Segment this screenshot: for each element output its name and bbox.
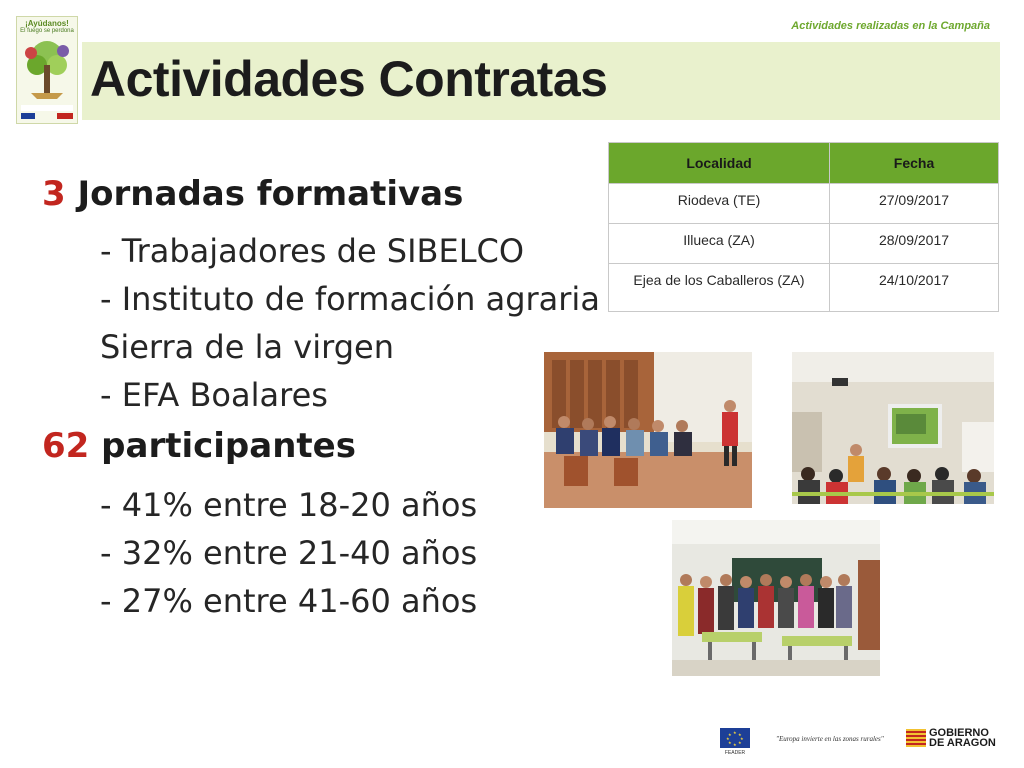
age-item: - 41% entre 18-20 años [100, 486, 478, 524]
cell-fecha: 27/09/2017 [830, 184, 999, 224]
photo-training-session-2 [792, 352, 994, 504]
age-item: - 32% entre 21-40 años [100, 534, 478, 572]
cell-fecha: 24/10/2017 [830, 264, 999, 312]
europa-slogan: "Europa invierte en las zonas rurales" [776, 735, 884, 743]
tree-icon [17, 35, 77, 123]
participantes-number: 62 [42, 426, 90, 466]
list-item: - EFA Boalares [100, 376, 328, 414]
gobierno-aragon-logo [929, 728, 996, 748]
column-header-localidad: Localidad [609, 143, 830, 184]
column-header-fecha: Fecha [830, 143, 999, 184]
table-row [609, 184, 999, 224]
logo-subtitle: El fuego se perdona [20, 28, 74, 34]
gobierno-line1: GOBIERNO [929, 727, 989, 739]
photo-training-session-1 [544, 352, 752, 508]
list-item: - Trabajadores de SIBELCO [100, 232, 525, 270]
table-row [609, 224, 999, 264]
feader-label: FEADER [724, 750, 746, 756]
gobierno-line2: DE ARAGON [929, 737, 996, 749]
logo-title: ¡Ayúdanos! [25, 19, 69, 28]
jornadas-heading [42, 174, 463, 214]
sessions-table [608, 142, 999, 312]
cell-fecha: 28/09/2017 [830, 224, 999, 264]
campaign-logo [16, 16, 78, 124]
list-item: - Instituto de formación agraria [100, 280, 600, 318]
table-row [609, 264, 999, 312]
participantes-label: participantes [101, 426, 356, 466]
jornadas-number: 3 [42, 174, 66, 214]
header-caption: Actividades realizadas en la Campaña [791, 20, 990, 32]
jornadas-label: Jornadas formativas [77, 174, 464, 214]
eu-flag-icon: ★ ★ ★ ★ ★ ★ ★ ★ [720, 728, 750, 748]
gobierno-aragon-icon [906, 729, 926, 747]
photo-group [672, 520, 880, 676]
cell-localidad: Ejea de los Caballeros (ZA) [609, 264, 830, 312]
cell-localidad: Riodeva (TE) [609, 184, 830, 224]
participantes-heading [42, 426, 356, 466]
slide-title: Actividades Contratas [90, 51, 608, 107]
list-item: Sierra de la virgen [100, 328, 394, 366]
age-item: - 27% entre 41-60 años [100, 582, 478, 620]
cell-localidad: Illueca (ZA) [609, 224, 830, 264]
